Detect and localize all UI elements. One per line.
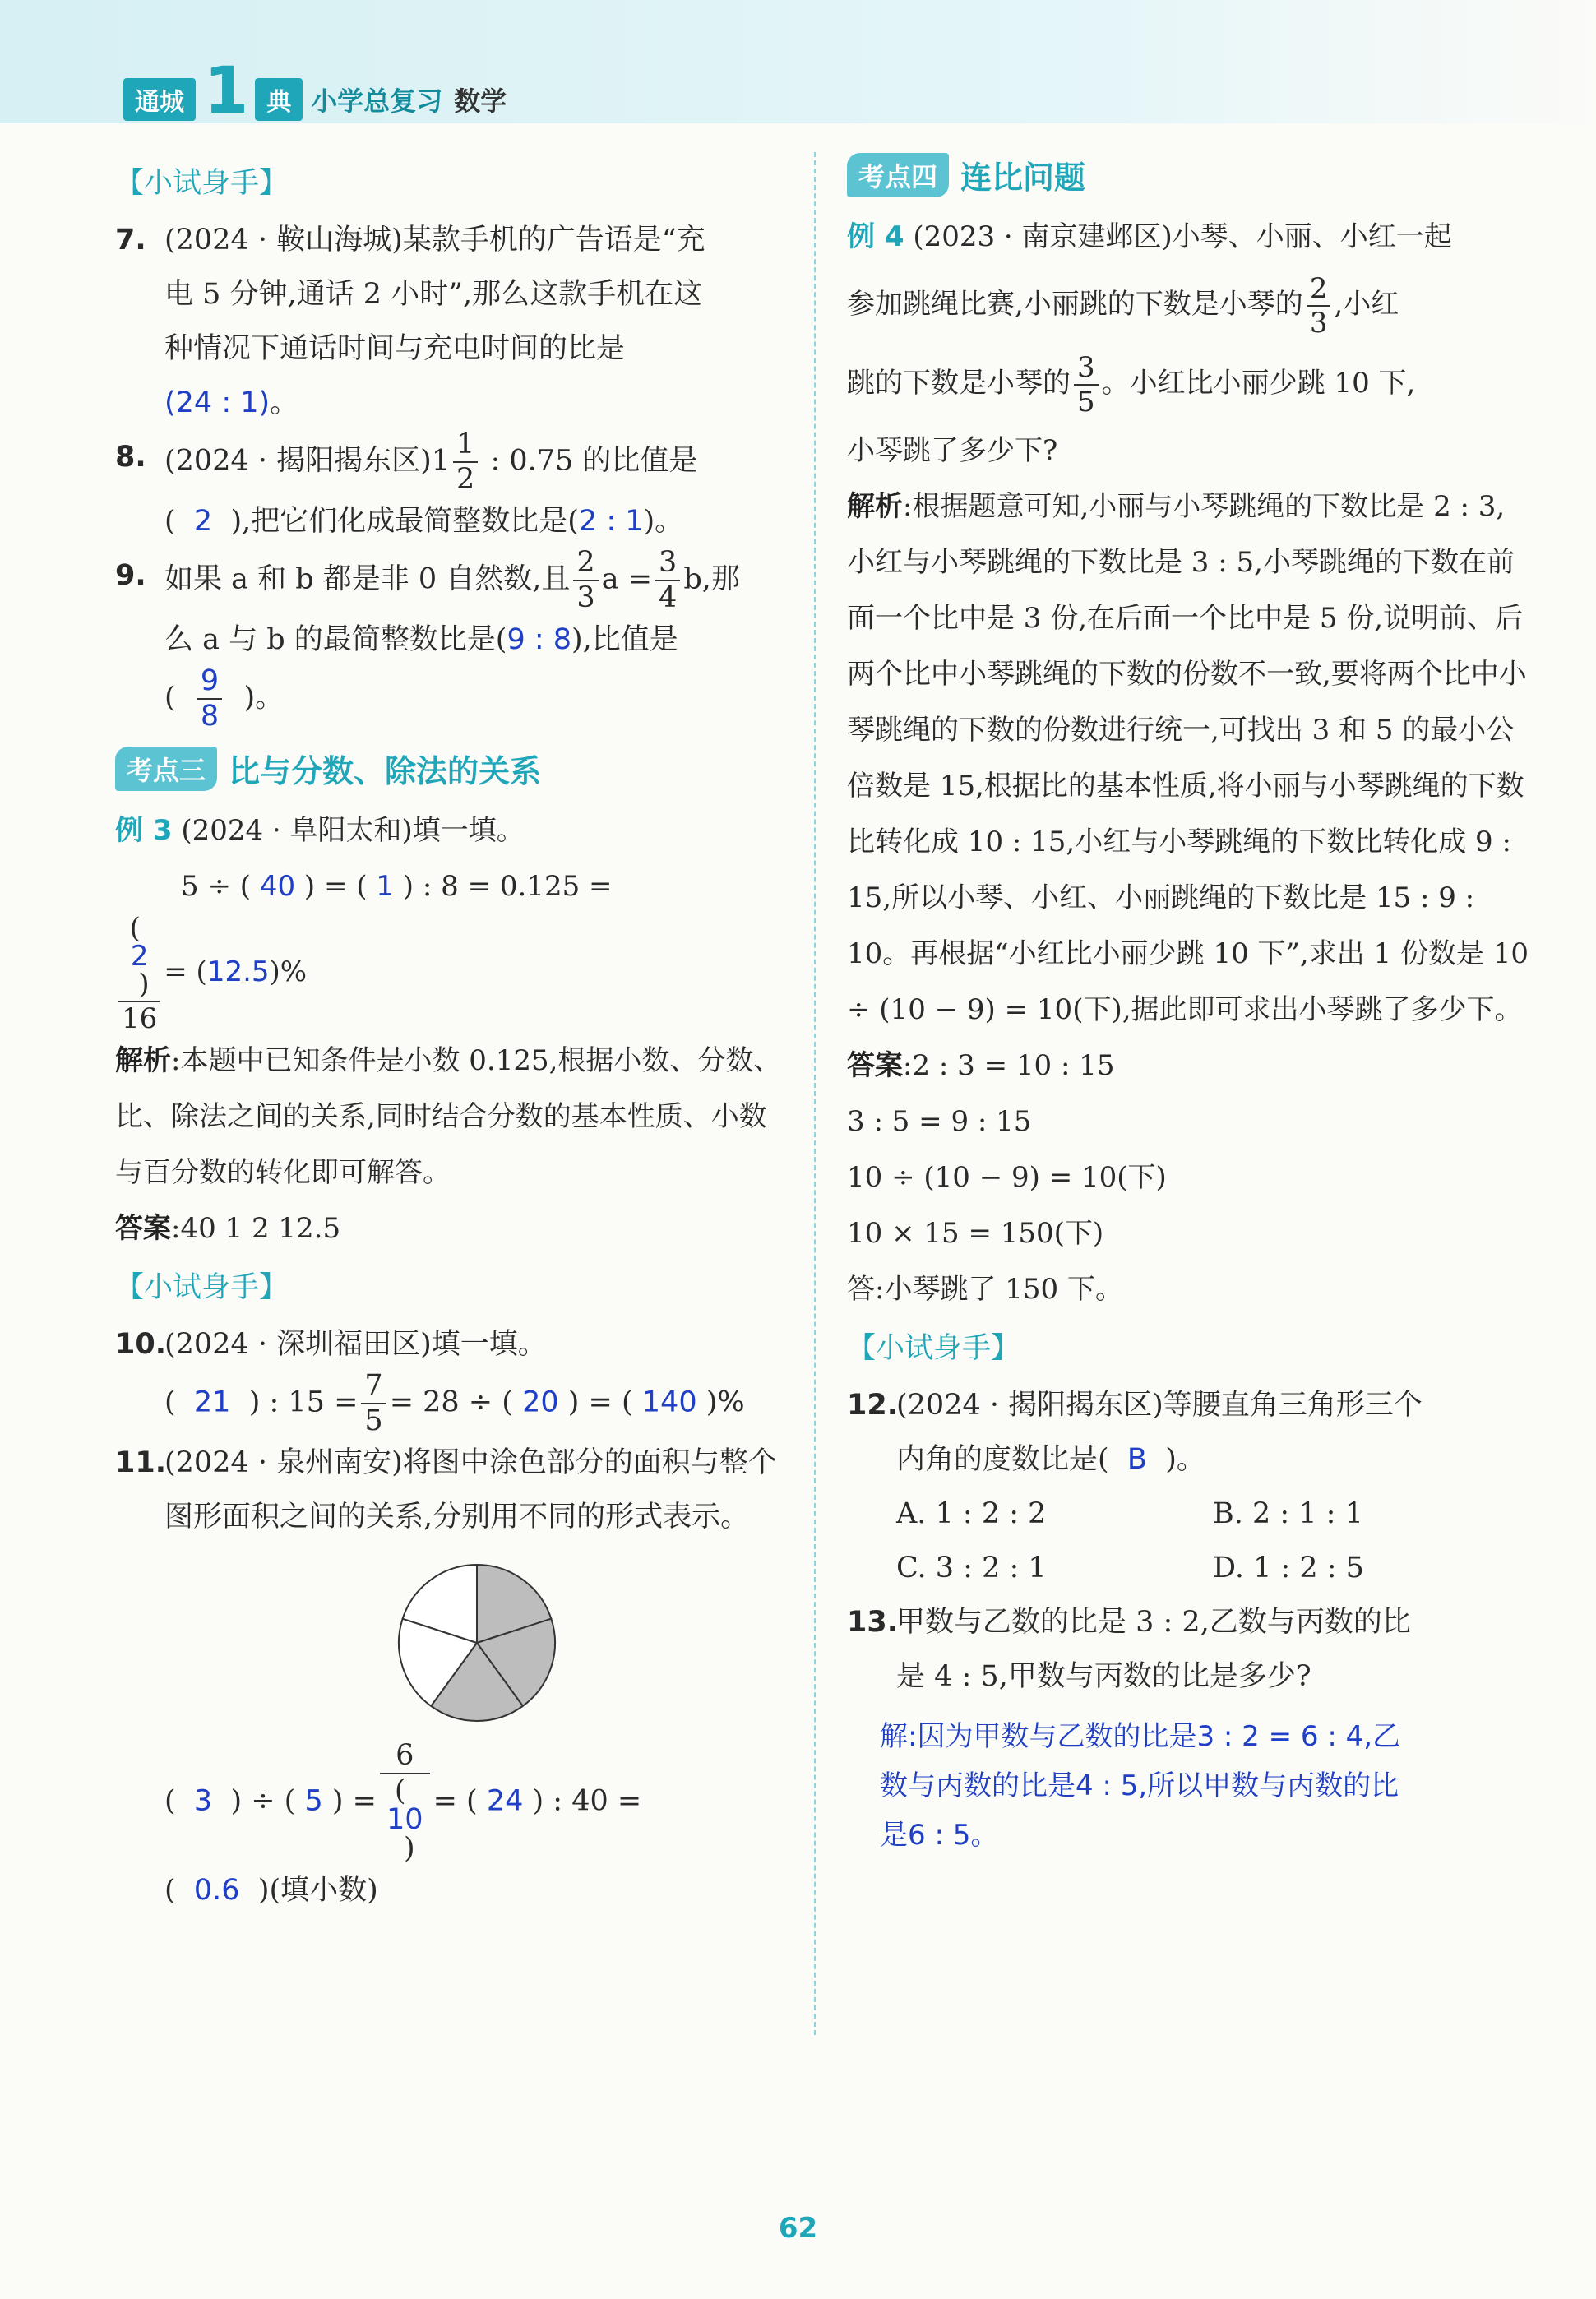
topic-heading-4: 考点四 连比问题 (847, 152, 1529, 197)
brand-pill: 通城 (123, 78, 196, 121)
section-kicker: 【小试身手】 (847, 1332, 1020, 1365)
page-number: 62 (778, 2212, 818, 2245)
brand-one: 1 (204, 54, 249, 128)
analysis-4: 解析:根据题意可知,小丽与小琴跳绳的下数比是 2 : 3,小红与小琴跳绳的下数比是 3 : 5,小琴跳绳的下数在前面一个比中是 3 份,在后面一个比中是 5 份,说明前、后两个比中小琴跳绳的下数的份数不一致,要将两个比中小琴跳绳的下数的份数进行统一,可找出 3 和 5 的最小公倍数是 15,根据比的基本性质,将小丽与小琴跳绳的下数比转化成 10 : 15,小红与小琴跳绳的下数比转化成 9 : 15,所以小琴、小红、小丽跳绳的下数比是 15 : 9 : 10。再根据“小红比小丽少跳 10 下”,求出 1 份数是 10 ÷ (10 − 9) = 10(下),据此即可求出小琴跳了多少下。 (847, 490, 1529, 1026)
question-12: 12. (2024 · 揭阳揭东区)等腰直角三角形三个 内角的度数比是( B )。 A. 1 : 2 : 2 B. 2 : 1 : 1 C. 3 : 2 : 1 D. 1 : 2 : 5 (847, 1378, 1529, 1595)
brand-pill-2: 典 (255, 78, 303, 121)
question-7: 7. (2024 · 鞍山海城)某款手机的广告语是“充 电 5 分钟,通话 2 小时”,那么这款手机在这 种情况下通话时间与充电时间的比是 (24 : 1)。 (115, 224, 705, 419)
question-13: 13. 甲数与乙数的比是 3 : 2,乙数与丙数的比 是 4 : 5,甲数与丙数的比是多少? (847, 1606, 1411, 1693)
right-column: 考点四 连比问题 例 4 (2023 · 南京建邺区)小琴、小丽、小红一起 参加跳绳比赛,小丽跳的下数是小琴的 $\frac{2}{3}$ ,小红 跳的下数是小琴的 $\frac{3}{5}$ 。小红比小丽少跳 10 下, 小琴跳了多少下? 解析:根据题意可知,小丽与小琴跳绳的下数比是 2 : 3,小红与小琴跳绳的下数比是 3 : 5,小琴跳绳的下数在前面一个比中是 3 份,在后面一个比中是 5 份,说明前、后两个比中小琴跳绳的下数的份数不一致,要将两个比中小琴跳绳的下数的份数进行统一,可找出 3 和 5 的最小公倍数是 15,根据比的基本性质,将小丽与小琴跳绳的下数比转化成 10 : 15,小红与小琴跳绳的下数比转化成 9 : 15,所以小琴、小红、小丽跳绳的下数比是 15 : 9 : 10。再根据“小红比小丽少跳 10 下”,求出 1 份数是 10 ÷ (10 − 9) = 10(下),据此即可求出小琴跳了多少下。 答案:2 : 3 = 10 : 15 3 : 5 = 9 : 15 10 ÷ (10 − 9) = 10(下) 10 × 15 = 150(下) 答:小琴跳了 150 下。 【小试身手】 12. (2024 · 揭阳揭东区)等腰直角三角形三个 内角的度数比是( B )。 A. 1 : 2 : 2 B. 2 : 1 : 1 C. 3 : 2 : 1 D. 1 : 2 : 5 13. 甲数与乙数的比是 3 : 2,乙数与丙数的比 是 4 : 5,甲数与丙数的比是多少? 解:因为甲数与乙数的比是3 : 2 = 6 : 4,乙 数与丙数的比是4 : 5,所以甲数与丙数的比 是6 : 5。 (847, 152, 1529, 1860)
pie-chart (395, 1561, 559, 1725)
topic-heading-3: 考点三 比与分数、除法的关系 (115, 746, 789, 791)
answer-4: 答案:2 : 3 = 10 : 15 (847, 1049, 1115, 1082)
solution-13: 解:因为甲数与乙数的比是3 : 2 = 6 : 4,乙 数与丙数的比是4 : 5,所以甲数与丙数的比 是6 : 5。 (880, 1720, 1401, 1852)
answer: 2 : 1 (578, 505, 644, 538)
question-9: 9. 如果 a 和 b 都是非 0 自然数,且 $\frac{2}{3}$ a = $\frac{3}{4}$ b,那 么 a 与 b 的最简整数比是(9 : 8),比值是 ( $\frac{9}{8}$ )。 (115, 546, 740, 733)
answer-3: 答案:40 1 2 12.5 (115, 1212, 341, 1245)
analysis-3: 解析:本题中已知条件是小数 0.125,根据小数、分数、比、除法之间的关系,同时结合分数的基本性质、小数与百分数的转化即可解答。 (115, 1044, 782, 1189)
question-10: 10. (2024 · 深圳福田区)填一填。 ( 21 ) : 15 = $\frac{7}{5}$ = 28 ÷ ( 20 ) = ( 140 )% (115, 1328, 745, 1437)
book-subject: 数学 (454, 86, 507, 117)
book-title: 小学总复习 (311, 86, 443, 117)
example-3: 例 3 (2024 · 阜阳太和)填一填。 (115, 814, 525, 847)
page-header (0, 0, 1596, 128)
question-11: 11. (2024 · 泉州南安)将图中涂色部分的面积与整个图形面积之间的关系,分别用不同的形式表示。 ( 3 ) ÷ ( 5 ) = 6 ( 10 ) = ( 24 ) : 40 = ( 0.6 )(填小数) (115, 1446, 777, 1907)
example-4: 例 4 (2023 · 南京建邺区)小琴、小丽、小红一起 (847, 220, 1452, 253)
fraction: $\frac{1}{2}$ (453, 430, 478, 494)
question-8: 8. (2024 · 揭阳揭东区)1 $\frac{1}{2}$ : 0.75 的比值是 ( 2 ),把它们化成最简整数比是(2 : 1)。 (115, 428, 698, 538)
options: A. 1 : 2 : 2 B. 2 : 1 : 1 C. 3 : 2 : 1 D. 1 : 2 : 5 (896, 1497, 1364, 1584)
answer: 2 (193, 505, 213, 538)
column-divider (814, 152, 816, 2035)
left-column: 【小试身手】 7. (2024 · 鞍山海城)某款手机的广告语是“充 电 5 分钟,通话 2 小时”,那么这款手机在这 种情况下通话时间与充电时间的比是 (24 : 1)。 8. (2024 · 揭阳揭东区)1 $\frac{1}{2}$ : 0.75 的比值是 ( 2 ),把它们化成最简整数比是(2 : 1)。 9. 如果 a 和 b 都是非 0 自然数,且 $\frac{2}{3}$ a = $\frac{3}{4}$ b,那 么 a 与 b 的最简整数比是(9 : 8),比值是 ( $\frac{9}{8}$ )。 考点三 比与分数、除法的关系 例 3 (2024 · 阜阳太和)填一填。 5 ÷ ( 40 ) = ( 1 ) : 8 = 0.125 = ( 2 ) 16 = (12.5)% 解析:本题中已知条件是小数 0.125,根据小数、分数、比、除法之间的关系,同时结合分数的基本性质、小数与百分数的转化即可解答。 答案:40 1 2 12.5 【小试身手】 10. (2024 · 深圳福田区)填一填。 ( 21 ) : 15 = $\frac{7}{5}$ = 28 ÷ ( 20 ) = ( 140 )% 11. (2024 · 泉州南安)将图中涂色部分的面积与整个图形面积之间的关系,分别用不同的形式表示。 ( 3 ) ÷ ( 5 ) = 6 ( 10 ) = ( 24 ) : 40 = ( 0.6 )(填小数) (115, 152, 789, 1917)
answer: (24 : 1) (164, 386, 271, 419)
answer: 9 : 8 (507, 623, 572, 656)
answer: $\frac{9}{8}$ (197, 667, 222, 731)
section-kicker: 【小试身手】 (115, 1271, 289, 1304)
brand-logo (123, 54, 507, 128)
section-kicker: 【小试身手】 (115, 167, 289, 200)
